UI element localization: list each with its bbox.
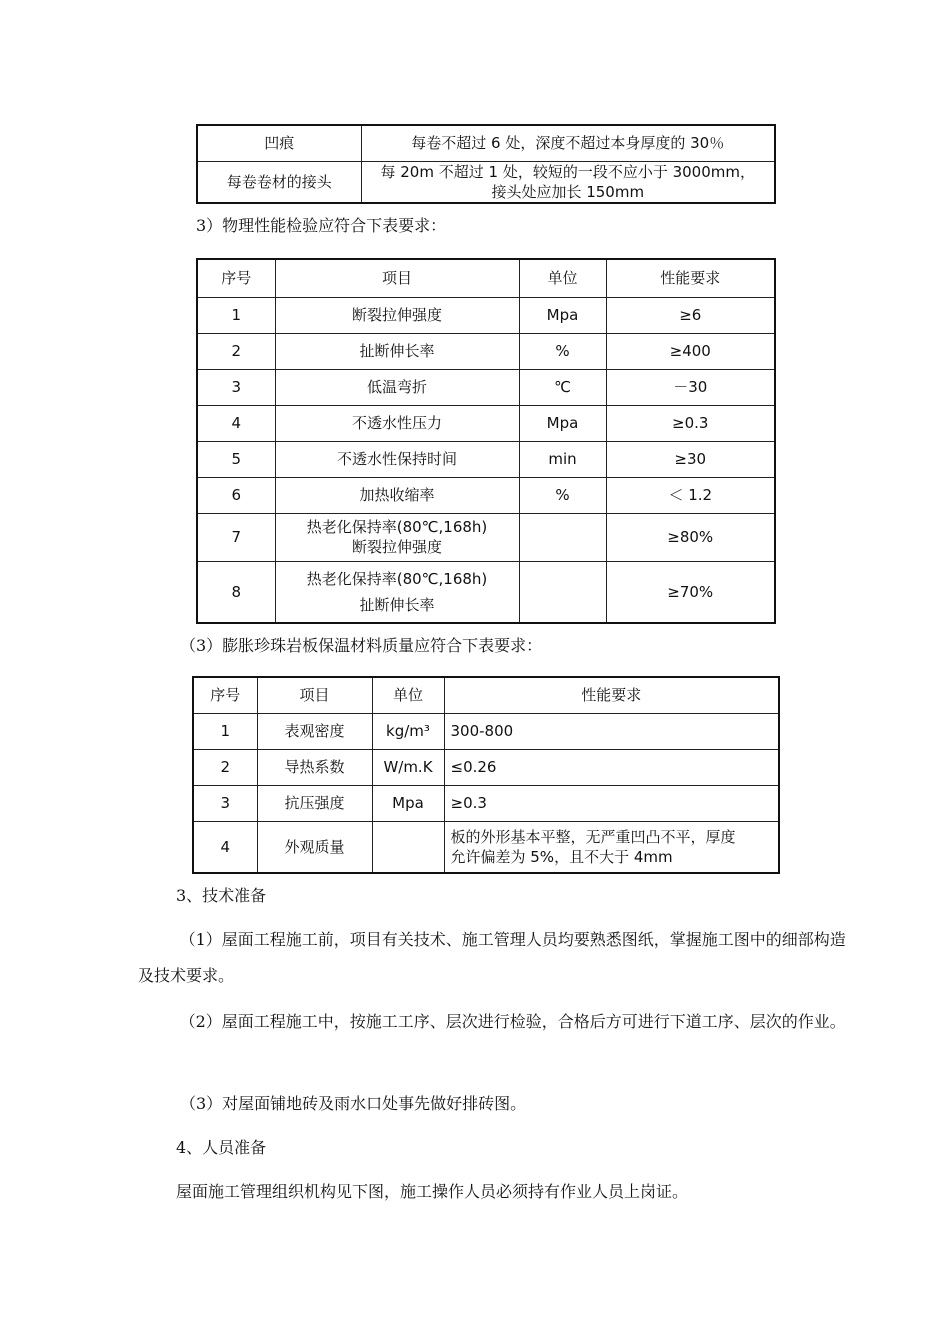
table-row (193, 785, 779, 821)
row-requirement: ≥400 (606, 333, 775, 369)
requirement-line: 每 20m 不超过 1 处，较短的一段不应小于 3000mm， (380, 162, 755, 181)
heading-physical: 3）物理性能检验应符合下表要求： (196, 216, 447, 235)
table-header-row (193, 677, 779, 713)
defect-requirement: 每卷不超过 6 处，深度不超过本身厚度的 30％ (361, 125, 775, 161)
row-unit: kg/m³ (372, 713, 444, 749)
table-row (197, 161, 775, 203)
row-item: 外观质量 (257, 821, 372, 873)
requirement-line: 允许偏差为 5%，且不大于 4mm (450, 847, 673, 866)
row-number: 6 (197, 477, 275, 513)
row-requirement: ＜ 1.2 (606, 477, 775, 513)
column-header: 序号 (197, 259, 275, 297)
section-tech-heading: 3、技术准备 (176, 886, 267, 905)
row-requirement: ≥70% (606, 561, 775, 623)
row-requirement: ≤0.26 (444, 749, 779, 785)
table-row (193, 713, 779, 749)
defect-name: 凹痕 (197, 125, 361, 161)
row-unit: % (519, 333, 606, 369)
table-row (197, 405, 775, 441)
row-number: 2 (193, 749, 257, 785)
row-item: 低温弯折 (275, 369, 519, 405)
row-item: 表观密度 (257, 713, 372, 749)
column-header: 性能要求 (606, 259, 775, 297)
row-item: 不透水性压力 (275, 405, 519, 441)
requirement-line: 接头处应加长 150mm (491, 182, 645, 201)
defect-name: 每卷卷材的接头 (197, 161, 361, 203)
row-unit: min (519, 441, 606, 477)
item-line: 扯断伸长率 (359, 595, 435, 614)
row-number: 4 (197, 405, 275, 441)
requirement-line: 板的外形基本平整，无严重凹凸不平，厚度 (450, 827, 736, 846)
perlite-board-table (192, 676, 780, 874)
row-requirement: ≥6 (606, 297, 775, 333)
paragraph: 屋面施工管理组织机构见下图，施工操作人员必须持有作业人员上岗证。 (176, 1182, 689, 1201)
section-staff-heading: 4、人员准备 (176, 1138, 267, 1157)
table-row (197, 513, 775, 561)
row-number: 1 (193, 713, 257, 749)
row-unit: % (519, 477, 606, 513)
table-row (193, 821, 779, 873)
row-number: 3 (197, 369, 275, 405)
defect-requirement (361, 161, 775, 203)
column-header: 单位 (519, 259, 606, 297)
row-requirement: ≥0.3 (444, 785, 779, 821)
row-item: 加热收缩率 (275, 477, 519, 513)
row-item (275, 561, 519, 623)
row-unit: ℃ (519, 369, 606, 405)
heading-perlite: （3）膨胀珍珠岩板保温材料质量应符合下表要求： (180, 636, 543, 655)
table-row (197, 441, 775, 477)
item-line: 断裂拉伸强度 (351, 538, 442, 556)
row-requirement: 300-800 (444, 713, 779, 749)
row-unit: Mpa (519, 297, 606, 333)
row-item: 断裂拉伸强度 (275, 297, 519, 333)
table-row (197, 297, 775, 333)
row-unit: Mpa (372, 785, 444, 821)
defect-table (196, 124, 776, 204)
row-requirement: －30 (606, 369, 775, 405)
column-header: 项目 (257, 677, 372, 713)
row-item: 扯断伸长率 (275, 333, 519, 369)
table-header-row (197, 259, 775, 297)
paragraph: （2）屋面工程施工中，按施工工序、层次进行检验，合格后方可进行下道工序、层次的作业。 (179, 1012, 846, 1031)
column-header: 单位 (372, 677, 444, 713)
table-row (197, 333, 775, 369)
row-item: 不透水性保持时间 (275, 441, 519, 477)
physical-properties-table (196, 258, 776, 624)
table-row (193, 749, 779, 785)
column-header: 序号 (193, 677, 257, 713)
row-requirement (444, 821, 779, 873)
column-header: 项目 (275, 259, 519, 297)
row-number: 4 (193, 821, 257, 873)
table-row (197, 561, 775, 623)
table-row (197, 477, 775, 513)
row-unit (519, 513, 606, 561)
row-number: 2 (197, 333, 275, 369)
row-item: 导热系数 (257, 749, 372, 785)
row-number: 8 (197, 561, 275, 623)
row-item (275, 513, 519, 561)
row-requirement: ≥30 (606, 441, 775, 477)
row-unit (372, 821, 444, 873)
item-line: 热老化保持率(80℃,168h) (306, 569, 488, 588)
paragraph: （3）对屋面铺地砖及雨水口处事先做好排砖图。 (180, 1094, 527, 1113)
item-line: 热老化保持率(80℃,168h) (306, 518, 488, 536)
column-header: 性能要求 (444, 677, 779, 713)
row-requirement: ≥80% (606, 513, 775, 561)
row-number: 5 (197, 441, 275, 477)
paragraph: （1）屋面工程施工前，项目有关技术、施工管理人员均要熟悉图纸，掌握施工图中的细部构造及技术要求。 (138, 930, 846, 985)
row-number: 7 (197, 513, 275, 561)
table-row (197, 369, 775, 405)
row-number: 1 (197, 297, 275, 333)
table-row (197, 125, 775, 161)
row-item: 抗压强度 (257, 785, 372, 821)
row-unit: Mpa (519, 405, 606, 441)
row-requirement: ≥0.3 (606, 405, 775, 441)
row-unit (519, 561, 606, 623)
row-number: 3 (193, 785, 257, 821)
row-unit: W/m.K (372, 749, 444, 785)
